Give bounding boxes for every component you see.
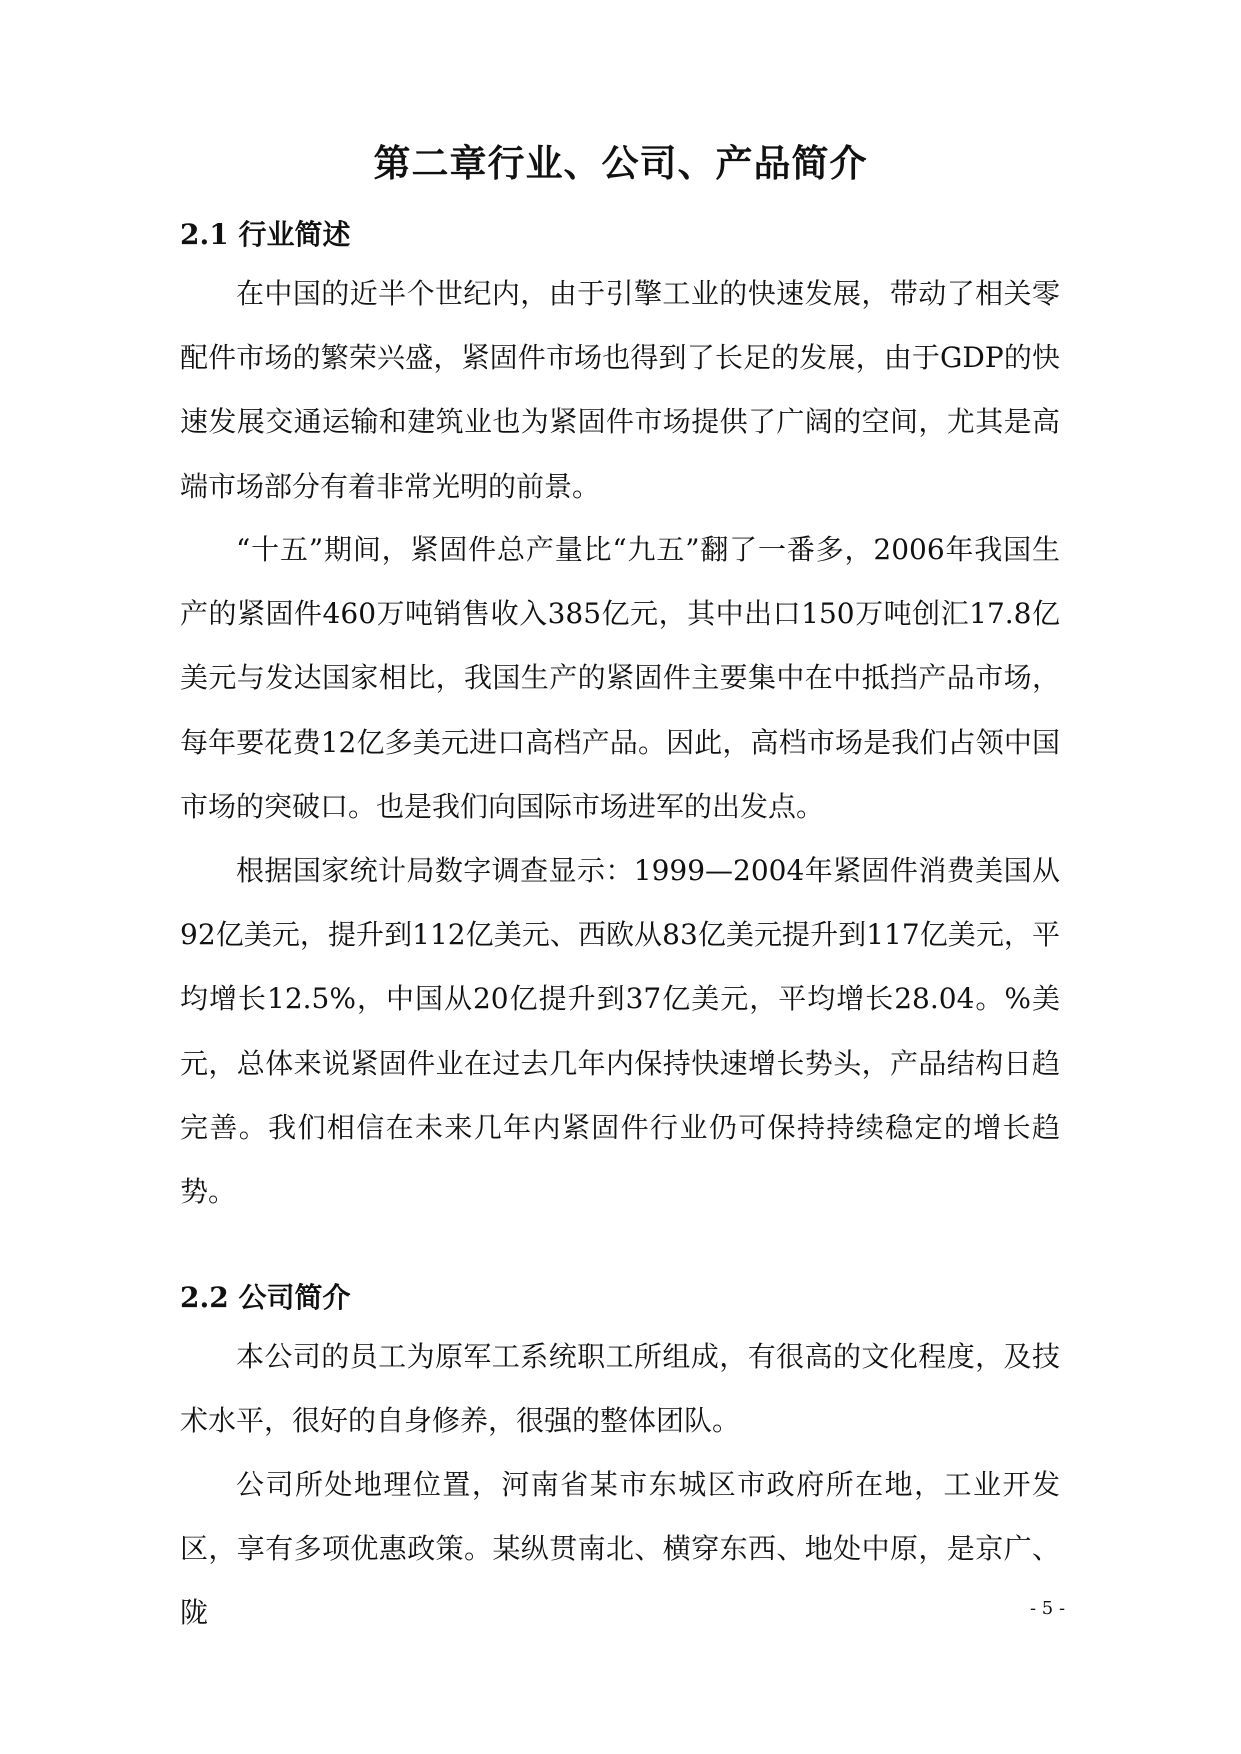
paragraph-industry-1: 在中国的近半个世纪内，由于引擎工业的快速发展，带动了相关零配件市场的繁荣兴盛，紧固件市场也得到了长足的发展，由于GDP的快速发展交通运输和建筑业也为紧固件市场提供了广阔的空间，尤其是高端市场部分有着非常光明的前景。 <box>180 277 1060 503</box>
paragraph-industry-2: “十五”期间，紧固件总产量比“九五”翻了一番多，2006年我国生产的紧固件460万吨销售收入385亿元，其中出口150万吨创汇17.8亿美元与发达国家相比，我国生产的紧固件主要集中在中抵挡产品市场，每年要花费12亿多美元进口高档产品。因此，高档市场是我们占领中国市场的突破口。也是我们向国际市场进军的出发点。 <box>180 533 1060 823</box>
section-heading-2-2: 2.2 公司简介 <box>180 1281 351 1314</box>
paragraph-company-1: 本公司的员工为原军工系统职工所组成，有很高的文化程度，及技术水平，很好的自身修养，很强的整体团队。 <box>180 1340 1060 1438</box>
chapter-title: 第二章行业、公司、产品简介 <box>373 141 868 185</box>
paragraph-company-2: 公司所处地理位置，河南省某市东城区市政府所在地，工业开发区，享有多项优惠政策。某纵贯南北、横穿东西、地处中原，是京广、陇 <box>180 1468 1060 1630</box>
paragraph-industry-3: 根据国家统计局数字调查显示：1999—2004年紧固件消费美国从92亿美元，提升到112亿美元、西欧从83亿美元提升到117亿美元，平均增长12.5%，中国从20亿提升到37亿美元，平均增长28.04。%美元，总体来说紧固件业在过去几年内保持快速增长势头，产品结构日趋完善。我们相信在未来几年内紧固件行业仍可保持持续稳定的增长趋势。 <box>180 854 1060 1209</box>
section-heading-2-1: 2.1 行业简述 <box>180 218 351 251</box>
page-number: - 5 - <box>1030 1598 1066 1619</box>
